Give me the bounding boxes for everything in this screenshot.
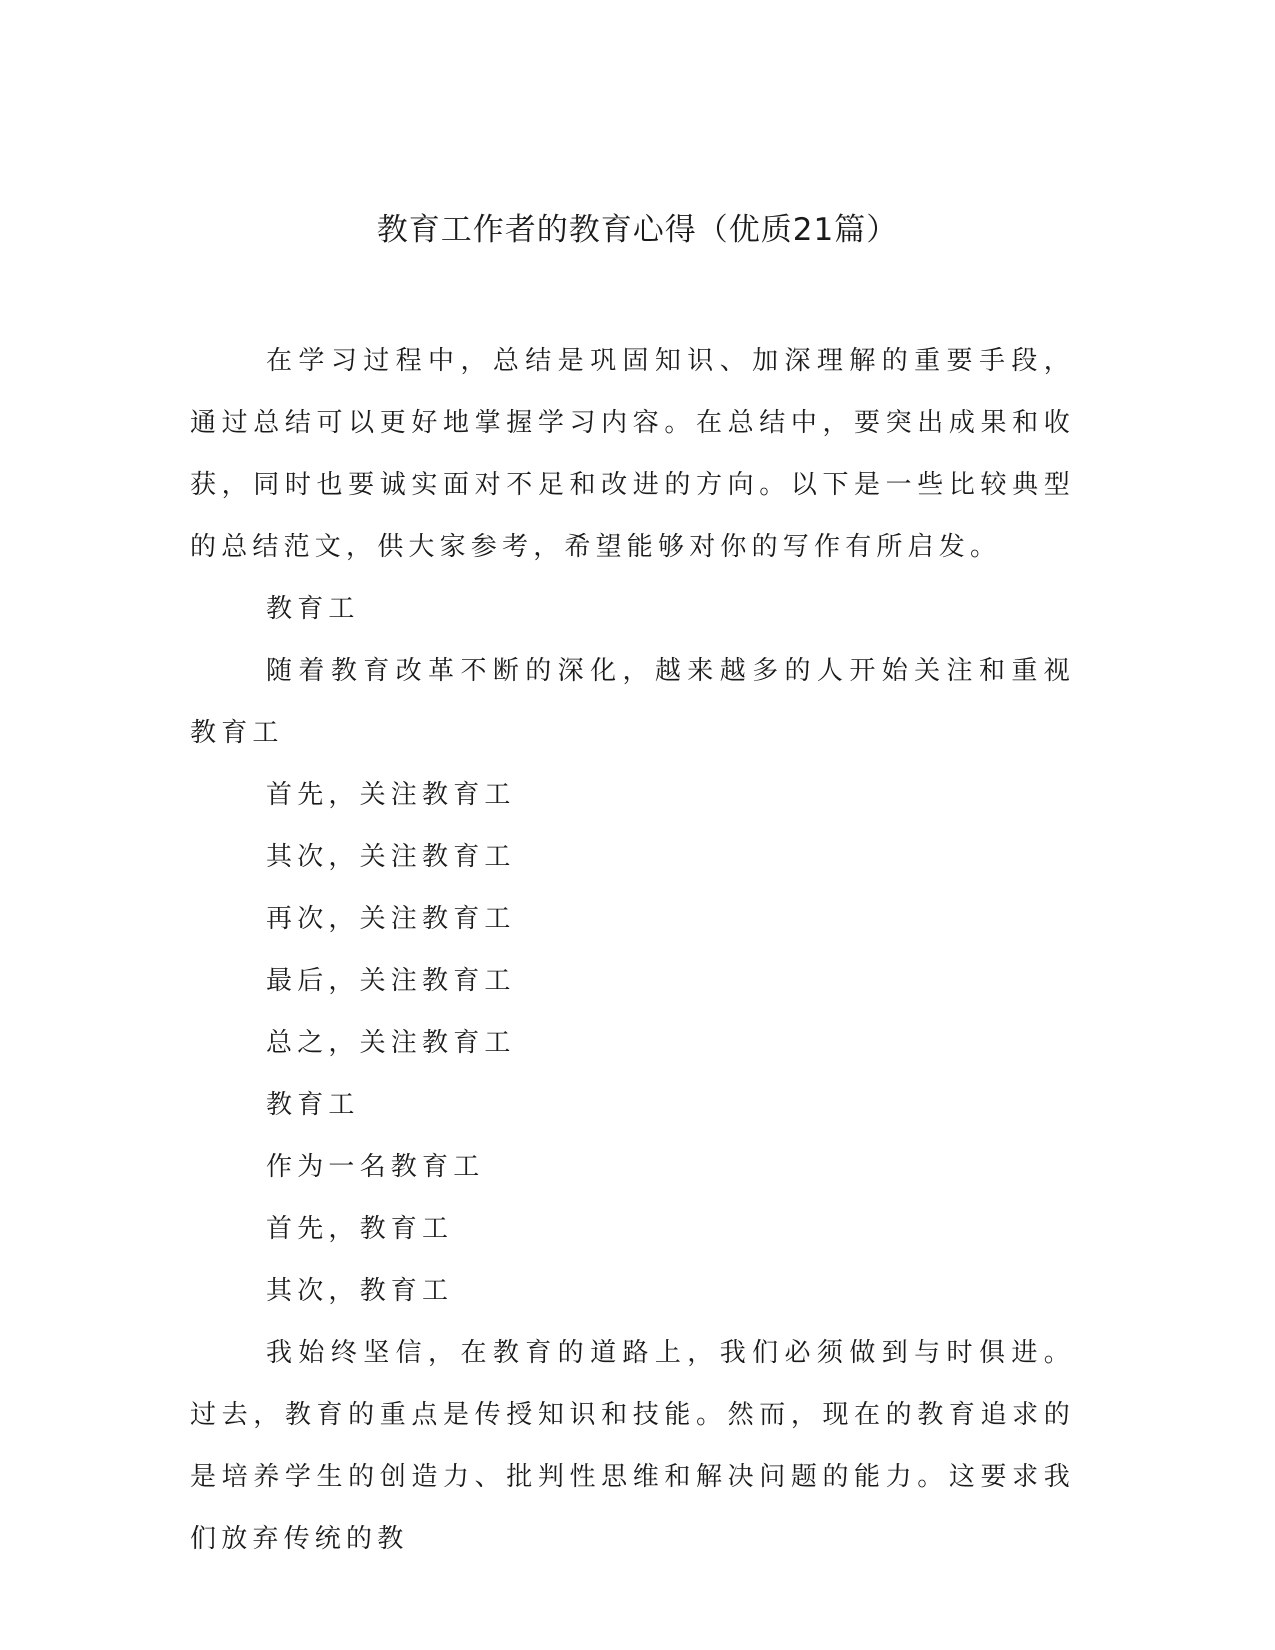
- paragraph: 首先，教育工: [266, 1214, 454, 1244]
- paragraph-intro: 在学习过程中，总结是巩固知识、加深理解的重要手段，通过总结可以更好地掌握学习内容。在总结中，要突出成果和收获，同时也要诚实面对不足和改进的方向。以下是一些比较典型的总结范文，供大家参考，希望能够对你的写作有所启发。: [190, 346, 1075, 562]
- paragraph: 首先，关注教育工: [266, 780, 516, 810]
- paragraph: 其次，关注教育工: [266, 842, 516, 872]
- document-title: 教育工作者的教育心得（优质21篇）: [376, 212, 899, 248]
- paragraph: 随着教育改革不断的深化，越来越多的人开始关注和重视教育工: [190, 656, 1075, 748]
- paragraph: 其次，教育工: [266, 1276, 454, 1306]
- paragraph: 教育工: [266, 594, 360, 624]
- paragraph: 作为一名教育工: [266, 1152, 485, 1182]
- paragraph: 再次，关注教育工: [266, 904, 516, 934]
- paragraph: 我始终坚信，在教育的道路上，我们必须做到与时俱进。过去，教育的重点是传授知识和技能。然而，现在的教育追求的是培养学生的创造力、批判性思维和解决问题的能力。这要求我们放弃传统的教: [190, 1338, 1075, 1554]
- document-body: [190, 330, 1075, 1570]
- paragraph: 总之，关注教育工: [266, 1028, 516, 1058]
- paragraph: 教育工: [266, 1090, 360, 1120]
- paragraph: 最后，关注教育工: [266, 966, 516, 996]
